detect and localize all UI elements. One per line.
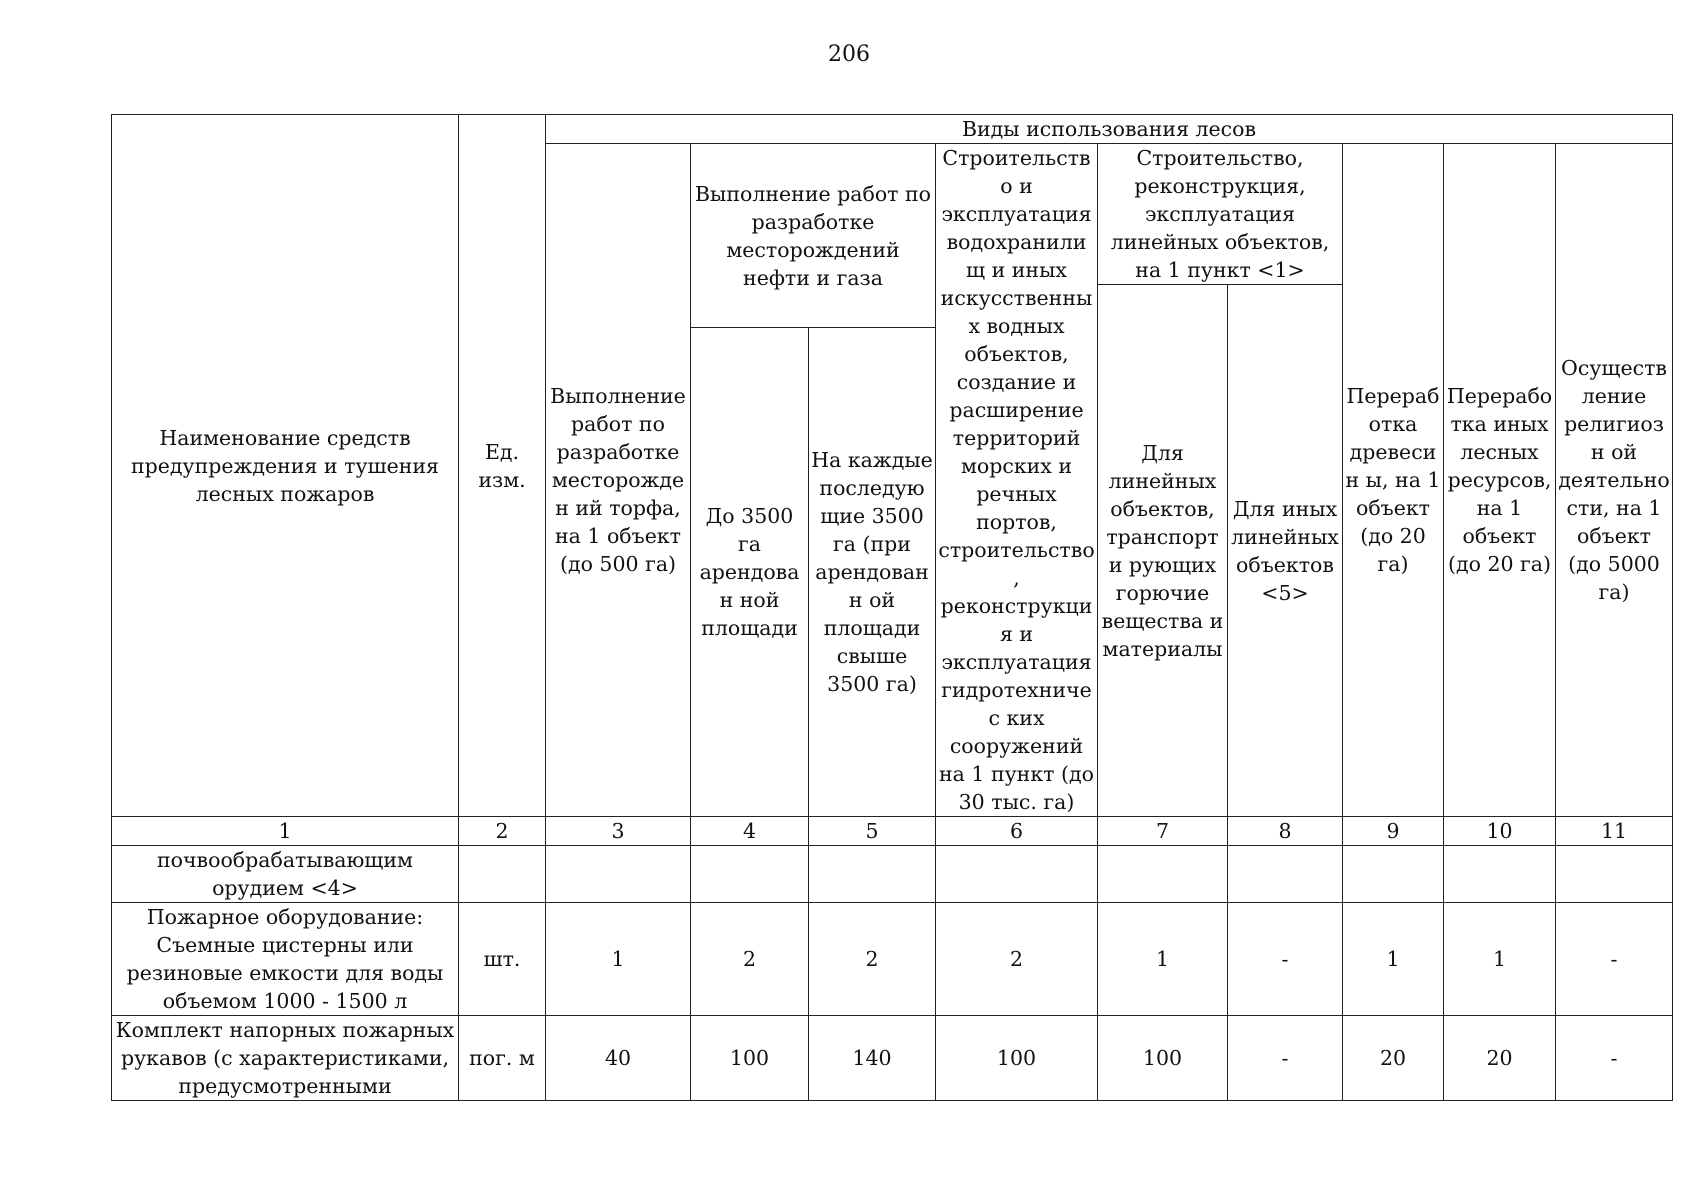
column-number: 8 — [1228, 817, 1343, 846]
header-col-6-reservoirs: Строительство и эксплуатация водохранилищ и иных искусственны х водных объектов, создание и расширение территорий морских и речных портов, строительство, реконструкция и эксплуатация гидротехничес ких сооружений на 1 пункт (до 30 тыс. га) — [936, 144, 1098, 817]
header-forest-use-types: Виды использования лесов — [546, 115, 1673, 144]
header-unit-column: Ед. изм. — [459, 115, 546, 817]
header-col-8-other-linear: Для иных линейных объектов <5> — [1228, 285, 1343, 817]
column-number: 4 — [691, 817, 809, 846]
value-cell — [1343, 846, 1444, 903]
value-cell: 40 — [546, 1016, 691, 1101]
page-number: 206 — [828, 42, 870, 67]
row-name-cell: Комплект напорных пожарных рукавов (с характеристиками, предусмотренными — [112, 1016, 459, 1101]
header-col-9-wood-processing: Перераб отка древесин ы, на 1 объект (до 20 га) — [1343, 144, 1444, 817]
column-number: 9 — [1343, 817, 1444, 846]
header-col-3-peat: Выполнение работ по разработке месторожден ий торфа, на 1 объект (до 500 га) — [546, 144, 691, 817]
value-cell: - — [1556, 1016, 1673, 1101]
column-number: 2 — [459, 817, 546, 846]
value-cell — [936, 846, 1098, 903]
value-cell: - — [1228, 903, 1343, 1016]
value-cell: - — [1228, 1016, 1343, 1101]
column-number: 1 — [112, 817, 459, 846]
column-number: 6 — [936, 817, 1098, 846]
value-cell: 100 — [936, 1016, 1098, 1101]
value-cell — [546, 846, 691, 903]
header-oil-gas-group: Выполнение работ по разработке месторождений нефти и газа — [691, 144, 936, 328]
header-col-7-flammable: Для линейных объектов, транспорти рующих горючие вещества и материалы — [1098, 285, 1228, 817]
value-cell — [1444, 846, 1556, 903]
column-number: 5 — [809, 817, 936, 846]
row-name-cell: почвообрабатывающим орудием <4> — [112, 846, 459, 903]
value-cell: 1 — [1098, 903, 1228, 1016]
value-cell: 1 — [546, 903, 691, 1016]
row-unit-cell: шт. — [459, 903, 546, 1016]
header-linear-objects-group: Строительство, реконструкция, эксплуатация линейных объектов, на 1 пункт <1> — [1098, 144, 1343, 285]
value-cell — [1098, 846, 1228, 903]
table-row — [112, 846, 1673, 903]
fire-equipment-table — [111, 114, 1673, 1101]
header-col-4-up-to-3500: До 3500 га арендован ной площади — [691, 328, 809, 817]
column-numbers-row — [112, 817, 1673, 846]
value-cell: 140 — [809, 1016, 936, 1101]
header-col-5-each-next-3500: На каждые последую щие 3500 га (при арендованн ой площади свыше 3500 га) — [809, 328, 936, 817]
column-number: 7 — [1098, 817, 1228, 846]
table-row — [112, 903, 1673, 1016]
value-cell — [691, 846, 809, 903]
value-cell: 100 — [1098, 1016, 1228, 1101]
header-row-1 — [112, 115, 1673, 144]
value-cell: 2 — [691, 903, 809, 1016]
value-cell: 2 — [809, 903, 936, 1016]
value-cell: 100 — [691, 1016, 809, 1101]
value-cell — [1556, 846, 1673, 903]
value-cell: 20 — [1444, 1016, 1556, 1101]
value-cell: - — [1556, 903, 1673, 1016]
row-unit-cell — [459, 846, 546, 903]
value-cell: 2 — [936, 903, 1098, 1016]
row-unit-cell: пог. м — [459, 1016, 546, 1101]
column-number: 11 — [1556, 817, 1673, 846]
table-row — [112, 1016, 1673, 1101]
value-cell: 1 — [1343, 903, 1444, 1016]
header-col-10-other-resources: Перерабо тка иных лесных ресурсов, на 1 объект (до 20 га) — [1444, 144, 1556, 817]
row-name-cell: Пожарное оборудование: Съемные цистерны или резиновые емкости для воды объемом 1000 - 1500 л — [112, 903, 459, 1016]
column-number: 10 — [1444, 817, 1556, 846]
value-cell: 1 — [1444, 903, 1556, 1016]
value-cell — [809, 846, 936, 903]
header-name-column: Наименование средств предупреждения и тушения лесных пожаров — [112, 115, 459, 817]
column-number: 3 — [546, 817, 691, 846]
value-cell: 20 — [1343, 1016, 1444, 1101]
header-col-11-religious: Осуществ ление религиозн ой деятельно сти, на 1 объект (до 5000 га) — [1556, 144, 1673, 817]
value-cell — [1228, 846, 1343, 903]
